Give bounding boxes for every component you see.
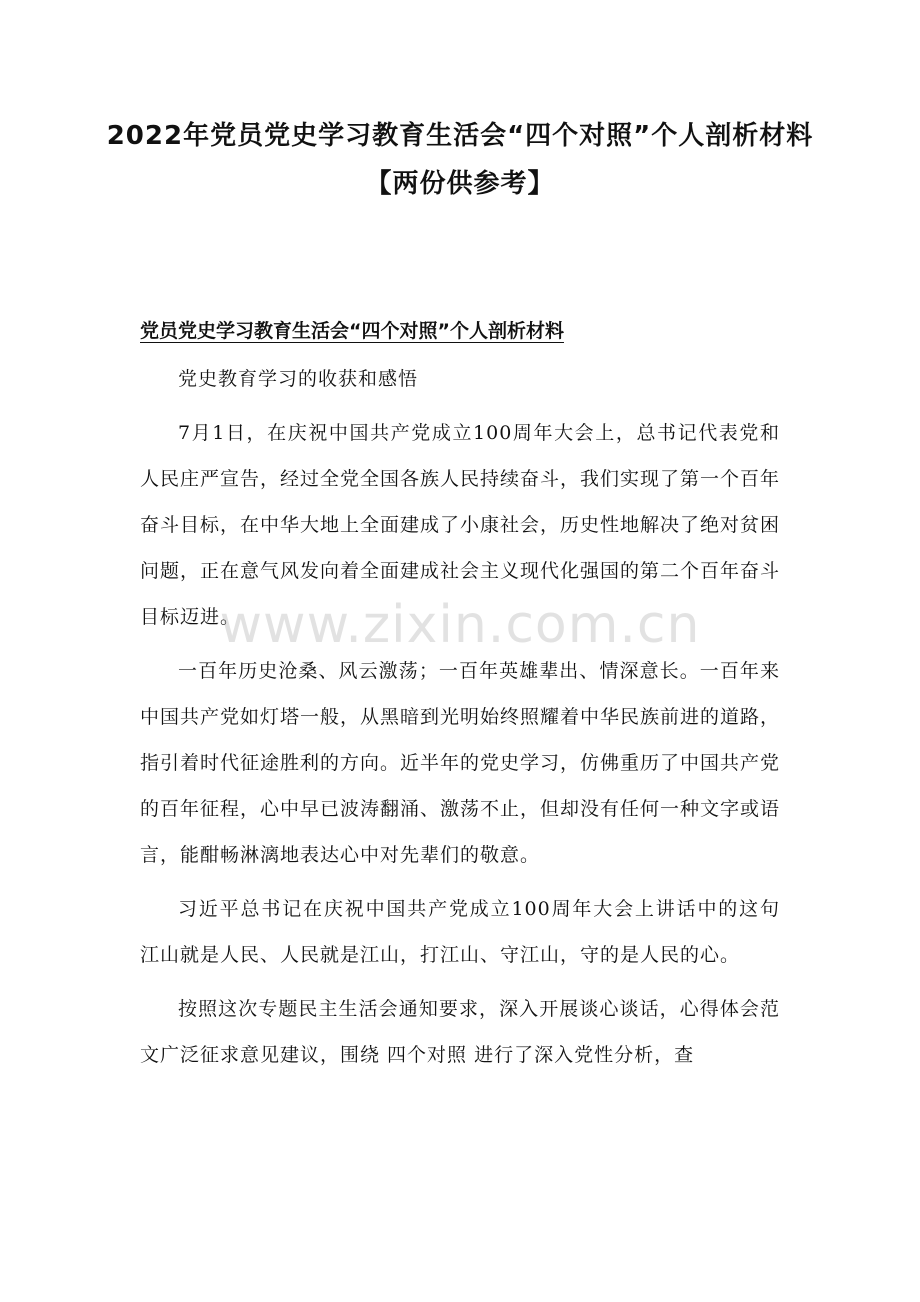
section-heading: 党员党史学习教育生活会“四个对照”个人剖析材料: [140, 320, 564, 342]
paragraph: 习近平总书记在庆祝中国共产党成立100周年大会上讲话中的这句 江山就是人民、人民就是江山，打江山、守江山，守的是人民的心。: [140, 898, 780, 966]
paragraph-subtitle: 党史教育学习的收获和感悟: [178, 368, 419, 390]
document-body: [140, 356, 780, 1086]
watermark: www.zixin.com.cn: [219, 595, 701, 655]
paragraph: 7月1日，在庆祝中国共产党成立100周年大会上，总书记代表党和人民庄严宣告，经过全党全国各族人民持续奋斗，我们实现了第一个百年奋斗目标，在中华大地上全面建成了小康社会，历史性地解决了绝对贫困问题，正在意气风发向着全面建成社会主义现代化强国的第二个百年奋斗目标迈进。: [140, 422, 781, 628]
paragraph: 按照这次专题民主生活会通知要求，深入开展谈心谈话，心得体会范文广泛征求意见建议，围绕 四个对照 进行了深入党性分析，查: [140, 998, 780, 1066]
paragraph: 一百年历史沧桑、风云激荡；一百年英雄辈出、情深意长。一百年来中国共产党如灯塔一般，从黑暗到光明始终照耀着中华民族前进的道路，指引着时代征途胜利的方向。近半年的党史学习，仿佛重历了中国共产党的百年征程，心中早已波涛翻涌、激荡不止，但却没有任何一种文字或语言，能酣畅淋漓地表达心中对先辈们的敬意。: [140, 660, 781, 866]
document-title: 2022年党员党史学习教育生活会“四个对照”个人剖析材料【两份供参考】: [106, 121, 814, 199]
